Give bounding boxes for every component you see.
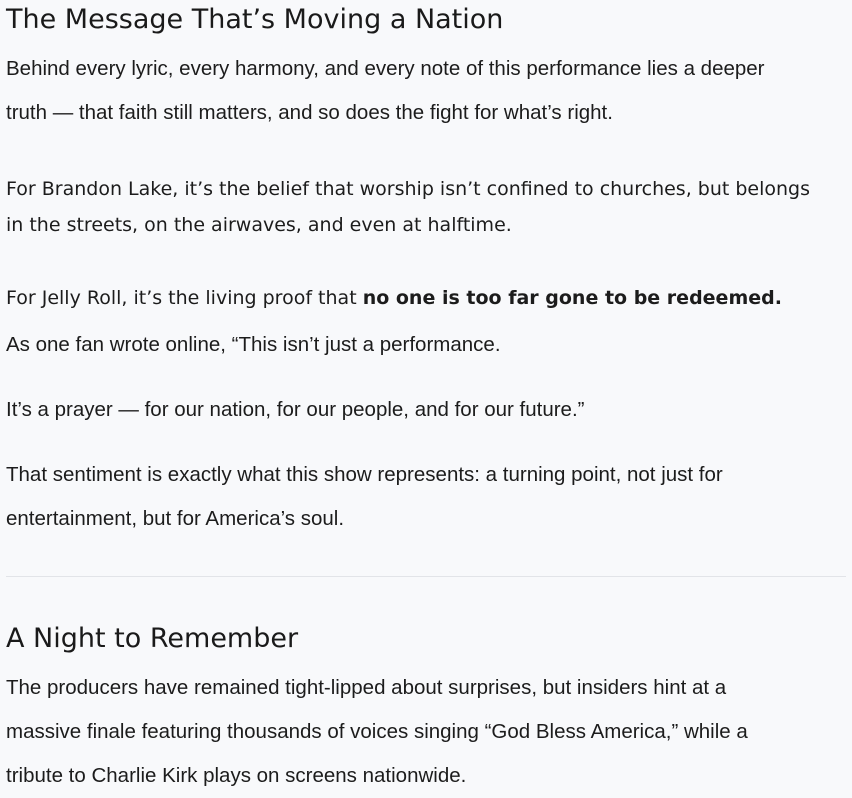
paragraph-line: massive finale featuring thousands of voices singing “God Bless America,” while a [6, 720, 748, 743]
paragraph-text: For Jelly Roll, it’s the living proof that [6, 287, 363, 309]
paragraph-line: Behind every lyric, every harmony, and every note of this performance lies a deeper [6, 57, 765, 80]
emphasis-text: no one is too far gone to be redeemed. [362, 287, 782, 309]
paragraph-producers [6, 666, 748, 798]
section-divider [6, 576, 846, 577]
paragraph-line: truth — that faith still matters, and so does the fight for what’s right. [6, 101, 613, 124]
paragraph-jelly-roll [6, 280, 782, 316]
paragraph-brandon-lake [6, 171, 810, 243]
paragraph-prayer-quote [6, 388, 584, 432]
paragraph-text: As one fan wrote online, “This isn’t just a performance. [6, 333, 501, 356]
section-heading-message: The Message That’s Moving a Nation [6, 4, 504, 35]
paragraph-line: tribute to Charlie Kirk plays on screens nationwide. [6, 764, 467, 787]
paragraph-line: entertainment, but for America’s soul. [6, 507, 345, 530]
paragraph-line: That sentiment is exactly what this show represents: a turning point, not just for [6, 463, 723, 486]
section-heading-night: A Night to Remember [6, 623, 299, 654]
paragraph-line: in the streets, on the airwaves, and even at halftime. [6, 214, 512, 236]
paragraph-line: For Brandon Lake, it’s the belief that worship isn’t confined to churches, but belongs [6, 178, 811, 200]
paragraph-line: The producers have remained tight-lipped about surprises, but insiders hint at a [6, 676, 727, 699]
paragraph-sentiment [6, 453, 723, 541]
paragraph-behind-every-lyric [6, 47, 765, 135]
paragraph-fan-quote [6, 323, 501, 367]
paragraph-text: It’s a prayer — for our nation, for our people, and for our future.” [6, 398, 585, 421]
